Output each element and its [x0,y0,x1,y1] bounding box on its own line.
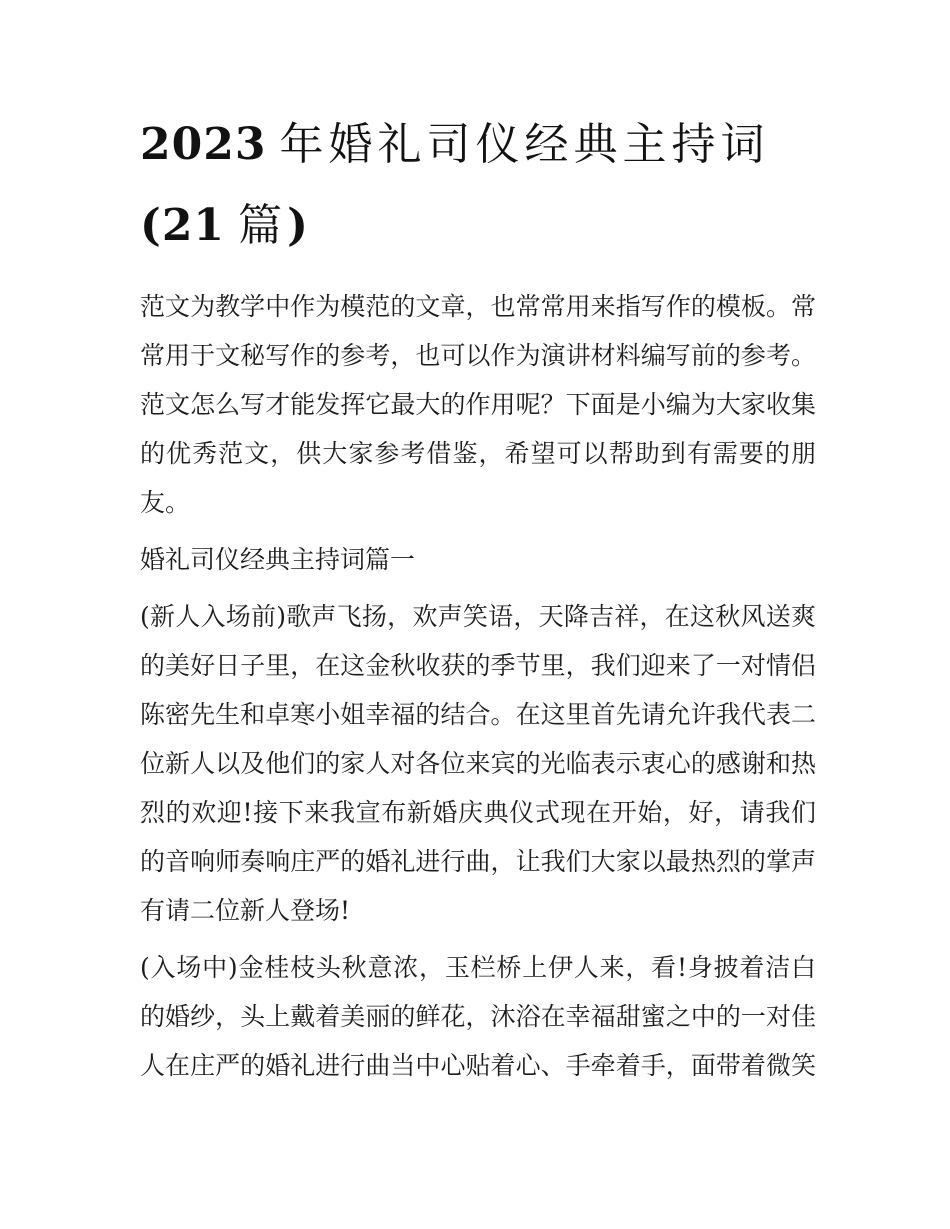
text-line: 烈的欢迎!接下来我宣布新婚庆典仪式现在开始，好，请我们 [140,798,816,827]
text-line: 位新人以及他们的家人对各位来宾的光临表示衷心的感谢和热 [140,749,816,778]
text-line: 常用于文秘写作的参考，也可以作为演讲材料编写前的参考。 [140,341,816,370]
title-count-prefix: (21 [140,200,226,251]
section-heading-line: 婚礼司仪经典主持词篇一 [140,545,416,574]
text-line: 陈密先生和卓寒小姐幸福的结合。在这里首先请允许我代表二 [140,700,816,729]
document-title-line-2 [140,185,815,266]
text-line: 范文为教学中作为模范的文章，也常常用来指写作的模板。常 [140,292,816,321]
title-main-text: 年婚礼司仪经典主持词 [279,119,770,170]
text-line: 友。 [140,488,191,517]
document-title [140,104,815,266]
paragraph-intro [140,282,816,527]
text-line: 的音响师奏响庄严的婚礼进行曲，让我们大家以最热烈的掌声 [140,847,816,876]
paragraph-pre-entrance [140,592,816,935]
paragraph-section-heading [140,535,816,584]
document-title-line-1 [140,104,815,185]
text-line: (入场中)金桂枝头秋意浓，玉栏桥上伊人来，看!身披着洁白 [140,953,816,982]
paragraph-entrance [140,943,816,1090]
title-year-number: 2023 [140,119,267,170]
text-line: (新人入场前)歌声飞扬，欢声笑语，天降吉祥，在这秋风送爽 [140,602,816,631]
title-count-suffix: ) [287,200,309,251]
text-line: 人在庄严的婚礼进行曲当中心贴着心、手牵着手，面带着微笑 [140,1051,816,1080]
title-count-unit: 篇 [238,200,288,251]
text-line: 的婚纱，头上戴着美丽的鲜花，沐浴在幸福甜蜜之中的一对佳 [140,1002,816,1031]
text-line: 有请二位新人登场! [140,896,351,925]
text-line: 的优秀范文，供大家参考借鉴，希望可以帮助到有需要的朋 [140,439,816,468]
document-body [140,282,816,1090]
text-line: 的美好日子里，在这金秋收获的季节里，我们迎来了一对情侣 [140,651,816,680]
text-line: 范文怎么写才能发挥它最大的作用呢？下面是小编为大家收集 [140,390,816,419]
